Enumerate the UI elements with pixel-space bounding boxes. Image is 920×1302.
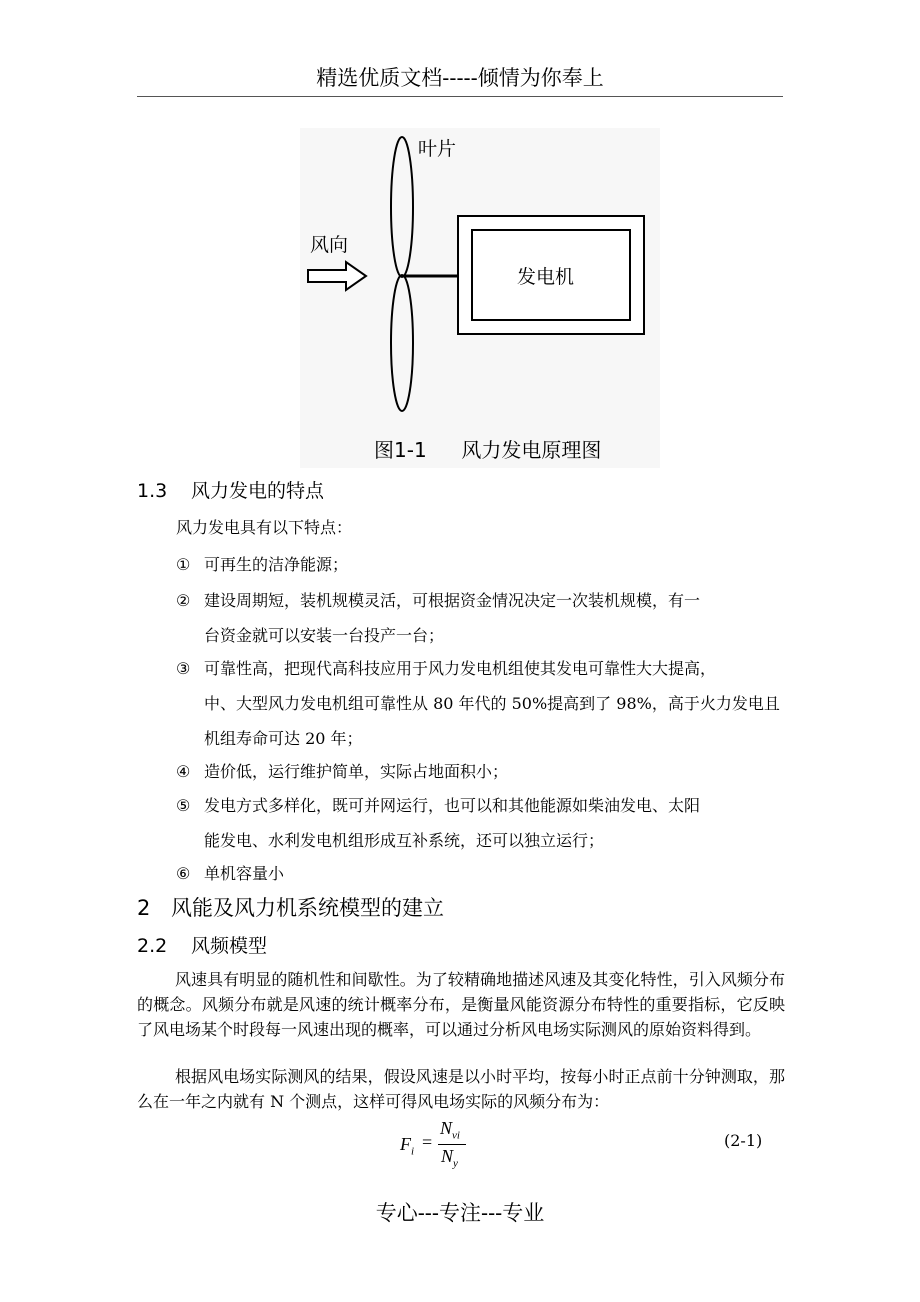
paragraph-wind-frequency: 风速具有明显的随机性和间歇性。为了较精确地描述风速及其变化特性，引入风频分布的概念。风频分布就是风速的统计概率分布，是衡量风能资源分布特性的重要指标，它反映了风电场某个时段每一风速出现的概率，可以通过分析风电场实际测风的原始资料得到。 bbox=[137, 970, 785, 1039]
page-footer: 专心---专注---专业 bbox=[375, 1201, 545, 1225]
list-marker: ③ bbox=[176, 659, 191, 678]
wind-direction-label: 风向 bbox=[310, 234, 349, 256]
list-marker: ① bbox=[176, 555, 191, 574]
header-rule bbox=[137, 96, 783, 97]
list-item bbox=[176, 583, 786, 653]
eq-lhs-symbol: F bbox=[400, 1134, 411, 1154]
eq-denominator-symbol: N bbox=[441, 1146, 454, 1166]
section-title: 风频模型 bbox=[191, 935, 268, 957]
section-number: 1.3 bbox=[137, 480, 168, 502]
eq-denominator-subscript: y bbox=[453, 1157, 458, 1170]
list-marker: ② bbox=[176, 591, 191, 610]
equation-2-1 bbox=[400, 1118, 480, 1174]
list-text: 可靠性高，把现代高科技应用于风力发电机组使其发电可靠性大大提高， bbox=[204, 659, 717, 678]
list-item bbox=[176, 856, 786, 891]
list-marker: ④ bbox=[176, 762, 191, 781]
diagram-graphic bbox=[300, 128, 660, 468]
eq-numerator-symbol: N bbox=[440, 1118, 453, 1138]
blade-label: 叶片 bbox=[418, 138, 457, 160]
eq-numerator bbox=[440, 1118, 460, 1142]
list-item bbox=[176, 547, 786, 582]
section-intro: 风力发电具有以下特点： bbox=[176, 518, 353, 537]
list-text: 单机容量小 bbox=[204, 864, 285, 883]
list-text: 发电方式多样化，既可并网运行，也可以和其他能源如柴油发电、太阳 bbox=[204, 796, 701, 815]
generator-label: 发电机 bbox=[517, 266, 575, 288]
list-text: 建设周期短，装机规模灵活，可根据资金情况决定一次装机规模，有一 bbox=[204, 591, 701, 610]
section-2-2-heading bbox=[137, 931, 267, 958]
section-title: 风力发电的特点 bbox=[191, 480, 325, 502]
list-text-continued: 台资金就可以安装一台投产一台； bbox=[204, 626, 445, 645]
list-text-continued: 能发电、水利发电机组形成互补系统，还可以独立运行； bbox=[204, 831, 605, 850]
eq-fraction-bar bbox=[438, 1144, 466, 1145]
eq-lhs-subscript: i bbox=[411, 1145, 415, 1158]
wind-power-diagram bbox=[300, 128, 660, 468]
list-marker: ⑥ bbox=[176, 864, 191, 883]
paragraph-measurement: 根据风电场实际测风的结果，假设风速是以小时平均，按每小时正点前十分钟测取，那么在一年之内就有 N 个测点，这样可得风电场实际的风频分布为： bbox=[137, 1067, 785, 1111]
figure-caption bbox=[374, 434, 601, 463]
eq-lhs bbox=[400, 1134, 414, 1158]
list-item bbox=[176, 788, 786, 858]
figure-caption-number: 图1-1 bbox=[374, 438, 427, 462]
eq-equals: = bbox=[422, 1132, 433, 1152]
chapter-2-heading bbox=[137, 892, 444, 922]
list-marker: ⑤ bbox=[176, 796, 191, 815]
equation-number: (2-1) bbox=[724, 1131, 763, 1150]
section-number: 2.2 bbox=[137, 935, 168, 957]
list-item bbox=[176, 651, 786, 756]
figure-caption-text: 风力发电原理图 bbox=[461, 438, 602, 462]
list-text-continued: 中、大型风力发电机组可靠性从 80 年代的 50%提高到了 98%，高于火力发电且机组寿命可达 20 年； bbox=[204, 694, 780, 748]
eq-numerator-subscript: vi bbox=[452, 1129, 460, 1142]
list-text: 造价低，运行维护简单，实际占地面积小； bbox=[204, 762, 509, 781]
list-text: 可再生的洁净能源； bbox=[204, 555, 349, 574]
chapter-number: 2 bbox=[137, 896, 151, 920]
list-item bbox=[176, 754, 786, 789]
eq-denominator bbox=[441, 1146, 458, 1170]
page-header: 精选优质文档-----倾情为你奉上 bbox=[316, 66, 604, 90]
section-1-3-heading bbox=[137, 476, 324, 503]
chapter-title: 风能及风力机系统模型的建立 bbox=[171, 896, 444, 920]
